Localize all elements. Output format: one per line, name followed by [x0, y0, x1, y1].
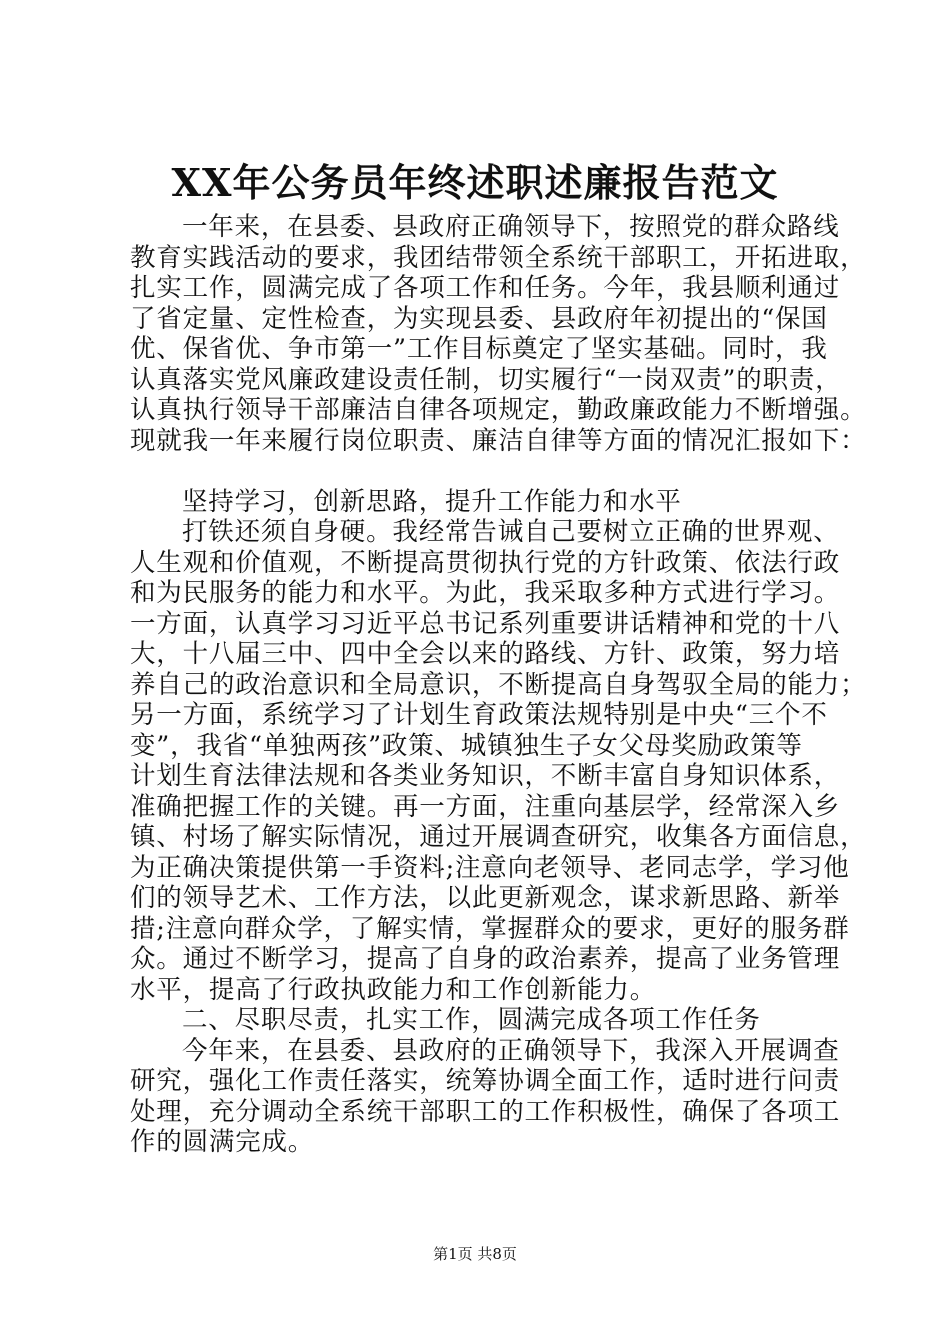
paragraph-line: 水平，提高了行政执政能力和工作创新能力。 — [130, 974, 657, 1005]
paragraph-line: 现就我一年来履行岗位职责、廉洁自律等方面的情况汇报如下： — [130, 425, 867, 456]
paragraph-line: 众。通过不断学习，提高了自身的政治素养，提高了业务管理 — [130, 944, 841, 974]
paragraph-line: 人生观和价值观，不断提高贯彻执行党的方针政策、依法行政 — [130, 547, 841, 578]
paragraph-line: 今年来，在县委、县政府的正确领导下，我深入开展调查 — [182, 1035, 840, 1066]
paragraph-line: 教育实践活动的要求，我团结带领全系统干部职工，开拓进取， — [130, 242, 867, 273]
paragraph-line: 另一方面，系统学习了计划生育政策法规特别是中央“三个不 — [130, 700, 828, 730]
document-title: XX年公务员年终述职述廉报告范文 — [171, 160, 779, 205]
paragraph-line: 认真执行领导干部廉洁自律各项规定，勤政廉政能力不断增强。 — [130, 395, 867, 425]
paragraph-line: 准确把握工作的关键。再一方面，注重向基层学，经常深入乡 — [130, 791, 841, 822]
paragraph-line: 一年来，在县委、县政府正确领导下，按照党的群众路线 — [182, 212, 840, 242]
paragraph-line: 计划生育法律法规和各类业务知识，不断丰富自身知识体系， — [130, 761, 841, 791]
paragraph-line: 变”，我省“单独两孩”政策、城镇独生子女父母奖励政策等 — [130, 730, 803, 761]
paragraph-line: 了省定量、定性检查，为实现县委、县政府年初提出的“保国 — [130, 303, 828, 334]
paragraph-line: 扎实工作，圆满完成了各项工作和任务。今年，我县顺利通过 — [130, 273, 841, 303]
section-heading: 坚持学习，创新思路，提升工作能力和水平 — [182, 486, 682, 517]
paragraph-line: 认真落实党风廉政建设责任制，切实履行“一岗双责”的职责， — [130, 364, 842, 395]
paragraph-line: 优、保省优、争市第一”工作目标奠定了坚实基础。同时，我 — [130, 334, 828, 364]
paragraph-line: 们的领导艺术、工作方法，以此更新观念，谋求新思路、新举 — [130, 883, 841, 913]
document-body — [130, 212, 867, 1158]
paragraph-line: 处理，充分调动全系统干部职工的工作积极性，确保了各项工 — [130, 1096, 841, 1127]
page-footer — [0, 1244, 950, 1264]
paragraph-line: 一方面，认真学习习近平总书记系列重要讲话精神和党的十八 — [130, 608, 841, 639]
page-number: 第1页 共8页 — [433, 1245, 517, 1263]
paragraph-line: 养自己的政治意识和全局意识，不断提高自身驾驭全局的能力； — [130, 669, 867, 700]
paragraph-line: 大，十八届三中、四中全会以来的路线、方针、政策，努力培 — [130, 639, 841, 669]
paragraph-line: 措;注意向群众学，了解实情，掌握群众的要求，更好的服务群 — [130, 913, 850, 944]
paragraph-line: 镇、村场了解实际情况，通过开展调查研究，收集各方面信息， — [130, 822, 867, 852]
paragraph-line: 打铁还须自身硬。我经常告诫自己要树立正确的世界观、 — [182, 517, 840, 547]
section-heading: 二、尽职尽责，扎实工作，圆满完成各项工作任务 — [182, 1005, 761, 1035]
paragraph-line: 研究，强化工作责任落实，统筹协调全面工作，适时进行问责 — [130, 1066, 841, 1096]
paragraph-line: 作的圆满完成。 — [130, 1127, 315, 1157]
blank-line — [130, 456, 830, 487]
paragraph-line: 为正确决策提供第一手资料;注意向老领导、老同志学，学习他 — [130, 852, 850, 883]
paragraph-line: 和为民服务的能力和水平。为此，我采取多种方式进行学习。 — [130, 578, 841, 608]
